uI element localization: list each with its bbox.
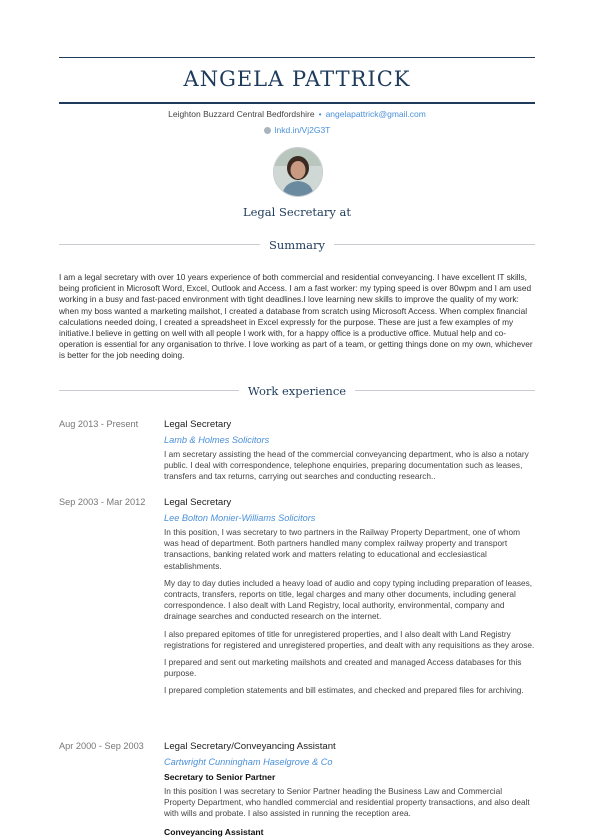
job-role: Legal Secretary: [164, 419, 232, 430]
summary-text: I am a legal secretary with over 10 years experience of both commercial and residential conveyancing. I have excellent IT skills, being proficient in Microsoft Word, Excel, Outlook and Access. I am a fast worker: my typing speed is over 80wpm and I am used working in a busy and fast-paced environment with tight deadlines.I love learning new skills to improve the quality of my work: when my boss wanted a marketing mailshot, I created a database from scratch using Microsoft Access. When complex financial calculations needed doing, I created a spreadsheet in Excel expressly for the purpose. These are just a few examples of my initiative.I believe in getting on well with all people I work with, for a happy office is a productive office. Mutual help and co-operation is essential for any organisation to thrive. I love working as part of a team, or getting things done on my own, whichever is better for the job needing doing.: [59, 272, 533, 361]
profile-link[interactable]: lnkd.in/Vj2G3T: [274, 125, 331, 135]
avatar-photo-icon: [274, 148, 322, 196]
summary-heading: [59, 236, 535, 252]
candidate-name: ANGELA PATTRICK: [183, 67, 411, 91]
job-paragraph: I also prepared epitomes of title for unregistered properties, and I also dealt with Land Registry registrations for registered and unregistered properties, and dealt with any requisitions as they arose.: [164, 628, 535, 650]
headline: Legal Secretary at: [242, 205, 352, 219]
avatar: [273, 147, 323, 197]
job-date: Sep 2003 - Mar 2012: [59, 497, 146, 507]
experience-heading: [59, 382, 535, 398]
job-paragraph: My day to day duties included a heavy load of audio and copy typing including preparation of leases, contracts, transfers, reports on title, legal charges and many other documents, including general correspondence. I also dealt with Land Registry, local authority, environmental, company and drainage searches and conducted research on the internet.: [164, 577, 533, 622]
separator-dot-icon: •: [318, 109, 322, 119]
email-link[interactable]: angelapattrick@gmail.com: [325, 109, 426, 119]
job-paragraph: I prepared and sent out marketing mailshots and created and managed Access databases for this purpose.: [164, 657, 522, 679]
job-subheading: Secretary to Senior Partner: [164, 772, 276, 782]
contact-line: [0, 109, 594, 119]
job-paragraph: I am secretary assisting the head of the commercial conveyancing department, who is also a notary public. I deal with correspondence, telephone enquiries, preparing documentation such as leases, transfers and tax returns, carrying out searches and conducting research..: [164, 449, 529, 482]
job-company[interactable]: Lamb & Holmes Solicitors: [164, 435, 270, 445]
profile-link-line: [0, 125, 594, 135]
job-paragraph: I prepared completion statements and bill estimates, and checked and prepared files for archiving.: [164, 685, 524, 696]
job-subheading: Conveyancing Assistant: [164, 826, 264, 837]
job-company[interactable]: Cartwright Cunningham Haselgrove & Co: [164, 757, 333, 767]
summary-title: Summary: [260, 238, 334, 252]
job-role: Legal Secretary: [164, 497, 232, 508]
job-role: Legal Secretary/Conveyancing Assistant: [164, 741, 336, 752]
location-text: Leighton Buzzard Central Bedfordshire: [168, 109, 315, 119]
job-date: Apr 2000 - Sep 2003: [59, 741, 144, 751]
link-icon: [264, 127, 271, 134]
name-underline: [59, 102, 535, 104]
job-paragraph: In this position I was secretary to Senior Partner heading the Business Law and Commercial Property Department, who handled commercial and residential property transactions, and also dealt with wills and probate. I also assisted in running the reception area.: [164, 786, 530, 819]
experience-title: Work experience: [239, 384, 355, 398]
top-divider: [59, 57, 535, 58]
job-date: Aug 2013 - Present: [59, 419, 139, 429]
job-company[interactable]: Lee Bolton Monier-Williams Solicitors: [164, 513, 316, 523]
job-paragraph: In this position, I was secretary to two partners in the Railway Property Department, one of whom was head of department. Both partners handled many complex railway property and transport transactions, banking related work and matters relating to educational and ecclesiastical establishments.: [164, 527, 521, 571]
